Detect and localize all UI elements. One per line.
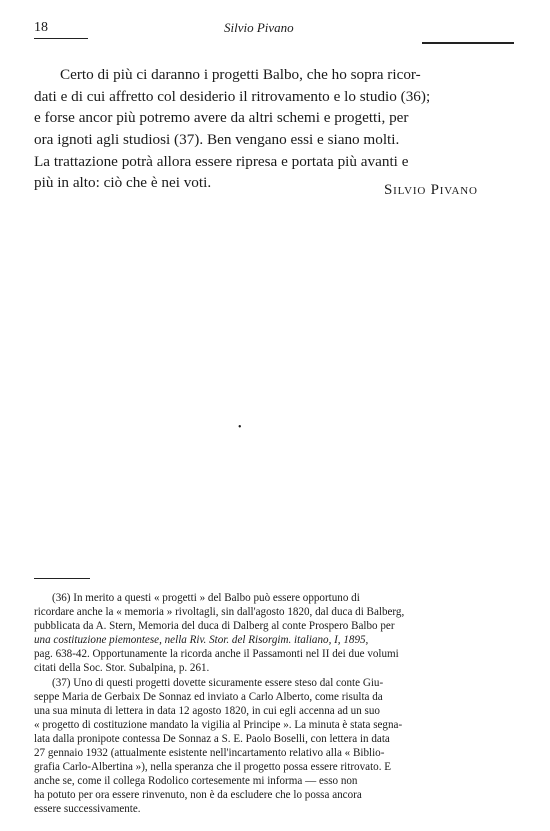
footnote-line: (37) Uno di questi progetti dovette sicuramente essere steso dal conte Giu- (52, 676, 384, 689)
footnote-line: una sua minuta di lettera in data 12 agosto 1820, in cui egli accenna ad un suo (34, 704, 380, 717)
paragraph-line: più in alto: ciò che è nei voti. (34, 174, 212, 192)
footnote-line: pubblicata da A. Stern, Memoria del duca di Dalberg al conte Prospero Balbo per (34, 620, 395, 633)
footnote-line: una costituzione piemontese, nella Riv. Stor. del Risorgim. italiano, I, 1895, (34, 634, 369, 647)
footnotes (34, 591, 510, 817)
footnote-line: pag. 638-42. Opportunamente la ricorda anche il Passamonti nel II dei due volumi (34, 648, 399, 661)
author-signature (384, 182, 478, 199)
paragraph-line: dati e di cui affretto col desiderio il ritrovamento e lo studio (36); (34, 87, 431, 105)
footnote-line: ha potuto per ora essere rinvenuto, non è da escludere che lo possa ancora (34, 789, 362, 802)
footnote-line: « progetto di costituzione mandato la vigilia al Principe ». La minuta è stata segna- (34, 718, 403, 731)
footnote-line: grafia Carlo-Albertina »), nella speranza che il progetto possa essere ritrovato. E (34, 761, 392, 774)
footnote-line: citati della Soc. Stor. Subalpina, p. 261. (34, 662, 210, 675)
footnote-line: lata dalla pronipote contessa De Sonnaz a S. E. Paolo Boselli, con lettera in data (34, 732, 390, 745)
paragraph-line: Certo di più ci daranno i progetti Balbo, che ho sopra ricor- (60, 66, 421, 83)
footnote-line: essere successivamente. (34, 803, 141, 816)
page-number: 18 (34, 20, 48, 35)
header-rule-left (34, 38, 88, 39)
main-paragraph (34, 64, 510, 194)
footnote-line: (36) In merito a questi « progetti » del Balbo può essere opportuno di (52, 592, 360, 604)
header-rule-right (422, 42, 514, 44)
footnote-line: 27 gennaio 1932 (attualmente esistente nell'incartamento relativo alla « Biblio- (34, 747, 385, 760)
page-header (34, 20, 510, 40)
footnote-line: anche se, come il collega Rodolico cortesemente mi informa — esso non (34, 775, 358, 788)
paragraph-line: e forse ancor più potremo avere da altri schemi e progetti, per (34, 109, 409, 127)
signature-text: Silvio Pivano (384, 182, 478, 198)
footnote-line: ricordare anche la « memoria » rivoltagli, sin dall'agosto 1820, dal duca di Balberg, (34, 606, 405, 619)
paragraph-line: ora ignoti agli studiosi (37). Ben vengano essi e siano molti. (34, 131, 400, 149)
running-head: Silvio Pivano (224, 20, 294, 35)
paragraph-line: La trattazione potrà allora essere ripresa e portata più avanti e (34, 152, 409, 170)
footnote-line: seppe Maria de Gerbaix De Sonnaz ed inviato a Carlo Alberto, come risulta da (34, 690, 383, 703)
footnote-separator (34, 578, 90, 579)
stray-mark: • (238, 422, 242, 433)
